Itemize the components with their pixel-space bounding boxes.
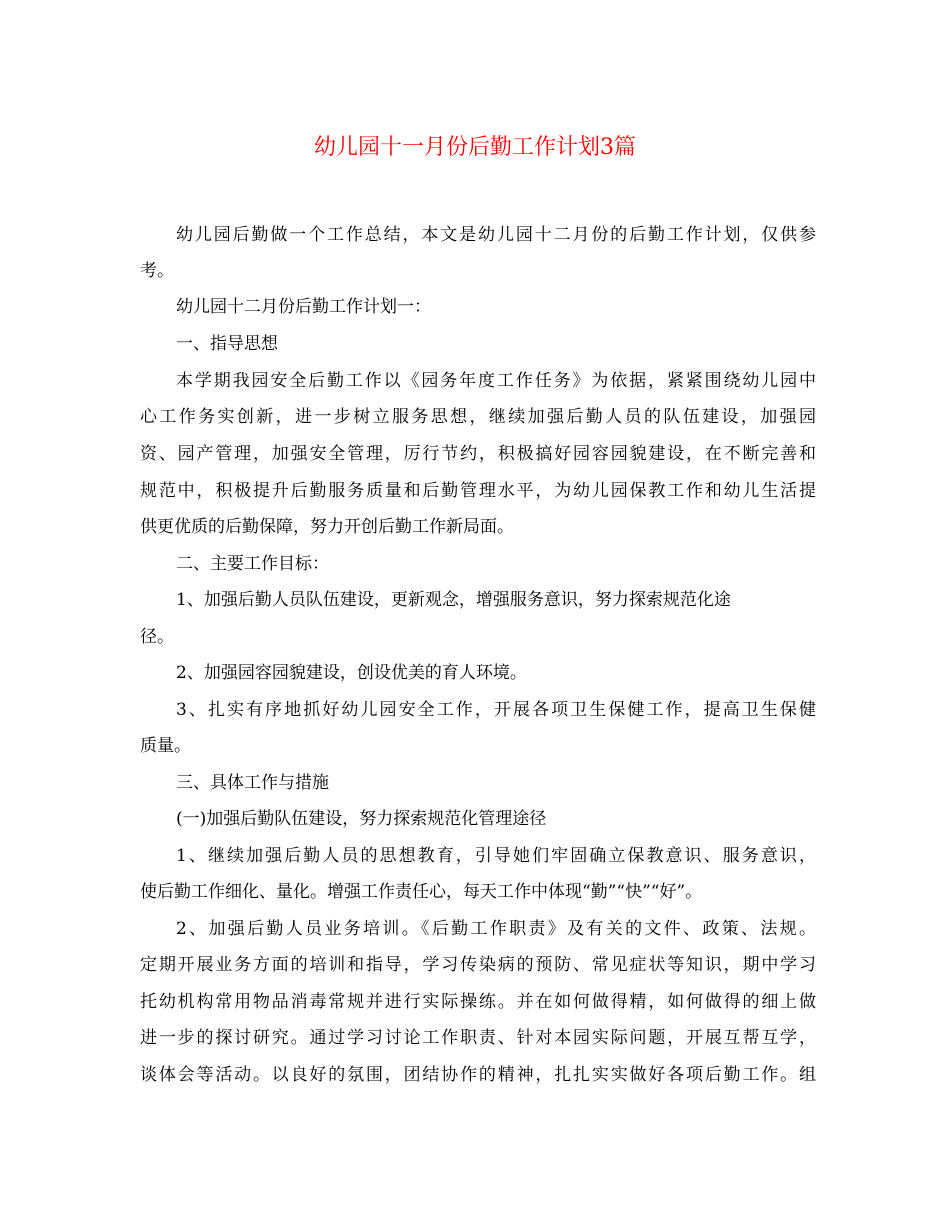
text-line: 资、园产管理，加强安全管理，厉行节约，积极搞好园容园貌建设，在不断完善和 bbox=[140, 444, 816, 464]
text-line: 本学期我园安全后勤工作以《园务年度工作任务》为依据，紧紧围绕幼儿园中 bbox=[176, 371, 816, 391]
section-heading: 一、指导思想 bbox=[176, 334, 278, 354]
text-line: 心工作务实创新，进一步树立服务思想，继续加强后勤人员的队伍建设，加强园 bbox=[140, 407, 816, 427]
text-line: 定期开展业务方面的培训和指导，学习传染病的预防、常见症状等知识，期中学习 bbox=[140, 955, 816, 975]
section-heading: 三、具体工作与措施 bbox=[176, 773, 329, 793]
text-line: 径。 bbox=[140, 627, 174, 647]
text-line: 使后勤工作细化、量化。增强工作责任心，每天工作中体现“勤”“快”“好”。 bbox=[140, 882, 703, 902]
section-heading: 二、主要工作目标： bbox=[176, 554, 329, 574]
text-line: 进一步的探讨研究。通过学习讨论工作职责、针对本园实际问题，开展互帮互学， bbox=[140, 1028, 816, 1048]
text-line: 幼儿园十二月份后勤工作计划一： bbox=[176, 297, 431, 317]
document-title: 幼儿园十一月份后勤工作计划3篇 bbox=[314, 135, 636, 160]
text-line: 2、加强后勤人员业务培训。《后勤工作职责》及有关的文件、政策、法规。 bbox=[176, 919, 816, 939]
text-line: 1、加强后勤人员队伍建设，更新观念，增强服务意识，努力探索规范化途 bbox=[176, 590, 731, 610]
text-line: 质量。 bbox=[140, 736, 191, 756]
text-line: 3、扎实有序地抓好幼儿园安全工作，开展各项卫生保健工作，提高卫生保健 bbox=[176, 700, 816, 720]
text-line: 供更优质的后勤保障，努力开创后勤工作新局面。 bbox=[140, 517, 514, 537]
text-line: 考。 bbox=[140, 261, 174, 281]
text-line: 规范中，积极提升后勤服务质量和后勤管理水平，为幼儿园保教工作和幼儿生活提 bbox=[140, 481, 816, 501]
text-line: 托幼机构常用物品消毒常规并进行实际操练。并在如何做得精，如何做得的细上做 bbox=[140, 992, 816, 1012]
text-line: 2、加强园容园貌建设，创设优美的育人环境。 bbox=[176, 663, 527, 683]
text-line: 幼儿园后勤做一个工作总结，本文是幼儿园十二月份的后勤工作计划，仅供参 bbox=[176, 225, 816, 245]
text-line: 1、继续加强后勤人员的思想教育，引导她们牢固确立保教意识、服务意识， bbox=[176, 846, 816, 866]
text-line: 谈体会等活动。以良好的氛围，团结协作的精神，扎扎实实做好各项后勤工作。组 bbox=[140, 1065, 816, 1085]
subsection-heading: (一)加强后勤队伍建设，努力探索规范化管理途径 bbox=[176, 809, 547, 829]
